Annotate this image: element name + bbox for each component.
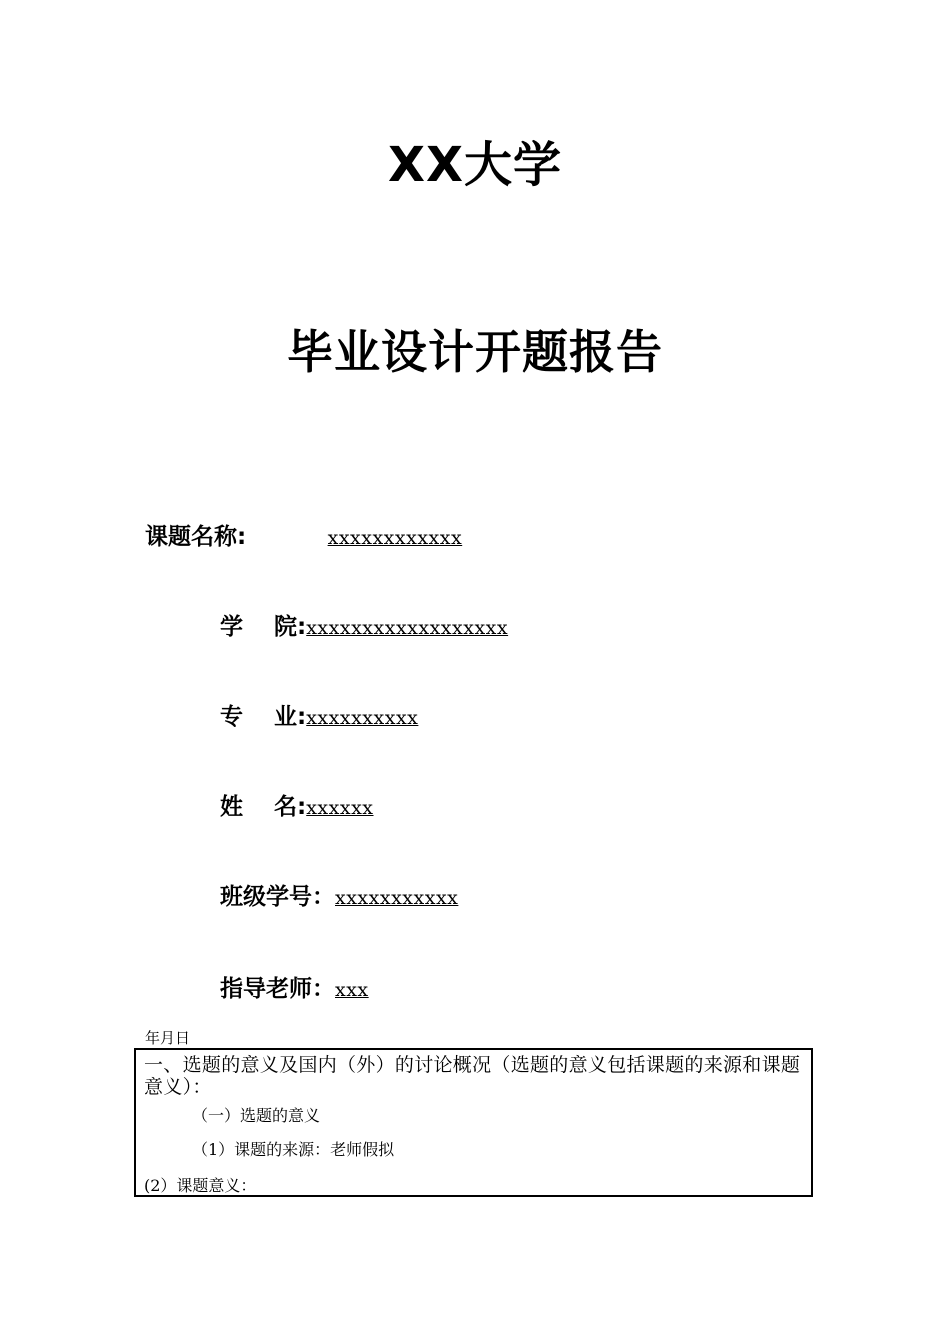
section-box (134, 1048, 813, 1197)
name-label: 姓 名: (220, 794, 307, 820)
advisor-value: xxx (335, 979, 369, 1001)
college-label: 学 院: (220, 614, 307, 640)
date-line: 年月日 (145, 1029, 191, 1047)
section-item-significance: （一）选题的意义 (192, 1106, 321, 1125)
major-label: 专 业: (220, 704, 307, 730)
section-item-meaning: (2）课题意义： (144, 1176, 257, 1195)
topic-label: 课题名称: (145, 524, 247, 550)
university-title: XX大学 (387, 137, 563, 193)
advisor-label: 指导老师： (220, 976, 335, 1002)
college-field (220, 610, 508, 644)
class-id-field (220, 880, 458, 914)
section-heading: 一、选题的意义及国内（外）的讨论概况（选题的意义包括课题的来源和课题意义）： (144, 1054, 801, 1098)
topic-field (145, 520, 464, 554)
advisor-field (220, 972, 369, 1006)
topic-value: xxxxxxxxxxxx (327, 527, 463, 549)
name-field (220, 790, 374, 824)
college-value: xxxxxxxxxxxxxxxxxx (306, 617, 509, 639)
class-id-value: xxxxxxxxxxx (335, 887, 459, 909)
name-value: xxxxxx (306, 797, 374, 819)
class-id-label: 班级学号： (220, 884, 335, 910)
major-value: xxxxxxxxxx (306, 707, 419, 729)
report-title: 毕业设计开题报告 (287, 325, 663, 379)
section-item-source: （1）课题的来源：老师假拟 (192, 1140, 395, 1159)
major-field (220, 700, 418, 734)
